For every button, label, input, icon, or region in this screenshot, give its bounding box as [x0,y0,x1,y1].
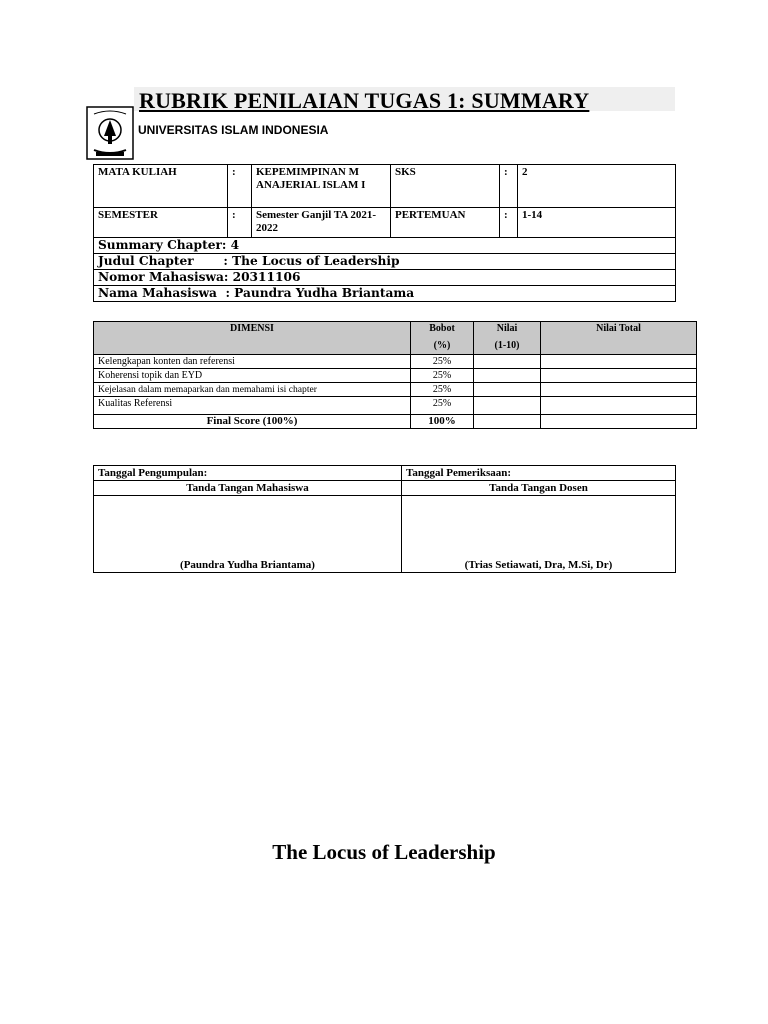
colon: : [500,208,518,238]
final-nilai-cell [474,415,541,429]
bobot-cell: 25% [411,383,474,397]
ttd-mahasiswa-label: Tanda Tangan Mahasiswa [94,481,402,496]
judul-chapter: Judul Chapter : The Locus of Leadership [94,254,676,270]
bobot-cell: 25% [411,397,474,415]
dimensi-cell: Koherensi topik dan EYD [94,369,411,383]
final-score-row [94,415,697,429]
colon: : [500,165,518,208]
tanggal-pengumpulan: Tanggal Pengumpulan: [94,466,402,481]
header-nilai [474,322,541,355]
dimensi-cell: Kejelasan dalam memaparkan dan memahami isi chapter [94,383,411,397]
nama-mahasiswa: Nama Mahasiswa : Paundra Yudha Briantama [94,286,676,302]
final-total-cell [541,415,697,429]
semester-value: Semester Ganjil TA 2021-2022 [252,208,391,238]
tanggal-pemeriksaan: Tanggal Pemeriksaan: [402,466,676,481]
final-bobot: 100% [411,415,474,429]
bobot-cell: 25% [411,369,474,383]
mata-kuliah-value: KEPEMIMPINAN M ANAJERIAL ISLAM I [252,165,391,208]
header-dimensi: DIMENSI [94,322,411,355]
final-score-label: Final Score (100%) [94,415,411,429]
mata-kuliah-label: MATA KULIAH [94,165,228,208]
header-nilai-total: Nilai Total [541,322,697,355]
page-title: RUBRIK PENILAIAN TUGAS 1: SUMMARY [139,88,590,113]
colon: : [228,208,252,238]
nomor-mahasiswa: Nomor Mahasiswa: 20311106 [94,270,676,286]
score-row [94,383,697,397]
nilai-cell [474,369,541,383]
signature-dosen-name: (Trias Setiawati, Dra, M.Si, Dr) [402,496,676,573]
header-bobot [411,322,474,355]
nilai-total-cell [541,355,697,369]
dimensi-cell: Kelengkapan konten dan referensi [94,355,411,369]
sks-label: SKS [391,165,500,208]
summary-chapter: Summary Chapter: 4 [94,238,676,254]
pertemuan-label: PERTEMUAN [391,208,500,238]
colon: : [228,165,252,208]
course-info-table [93,164,676,302]
nilai-total-cell [541,383,697,397]
nilai-cell [474,383,541,397]
dimensi-cell: Kualitas Referensi [94,397,411,415]
score-row [94,355,697,369]
signature-mahasiswa-name: (Paundra Yudha Briantama) [94,496,402,573]
sks-value: 2 [518,165,676,208]
pertemuan-value: 1-14 [518,208,676,238]
bobot-cell: 25% [411,355,474,369]
signature-table [93,465,676,573]
ttd-dosen-label: Tanda Tangan Dosen [402,481,676,496]
header-bobot-line1: Bobot [429,323,455,334]
nilai-cell [474,397,541,415]
nilai-total-cell [541,369,697,383]
university-logo [86,106,134,160]
header-bobot-line2: (%) [433,340,451,351]
nilai-cell [474,355,541,369]
semester-label: SEMESTER [94,208,228,238]
score-table [93,321,697,429]
university-name: UNIVERSITAS ISLAM INDONESIA [138,123,329,137]
score-row [94,369,697,383]
score-row [94,397,697,415]
header-nilai-line2: (1-10) [494,340,520,351]
chapter-title: The Locus of Leadership [272,840,496,864]
nilai-total-cell [541,397,697,415]
header-nilai-line1: Nilai [496,323,518,334]
